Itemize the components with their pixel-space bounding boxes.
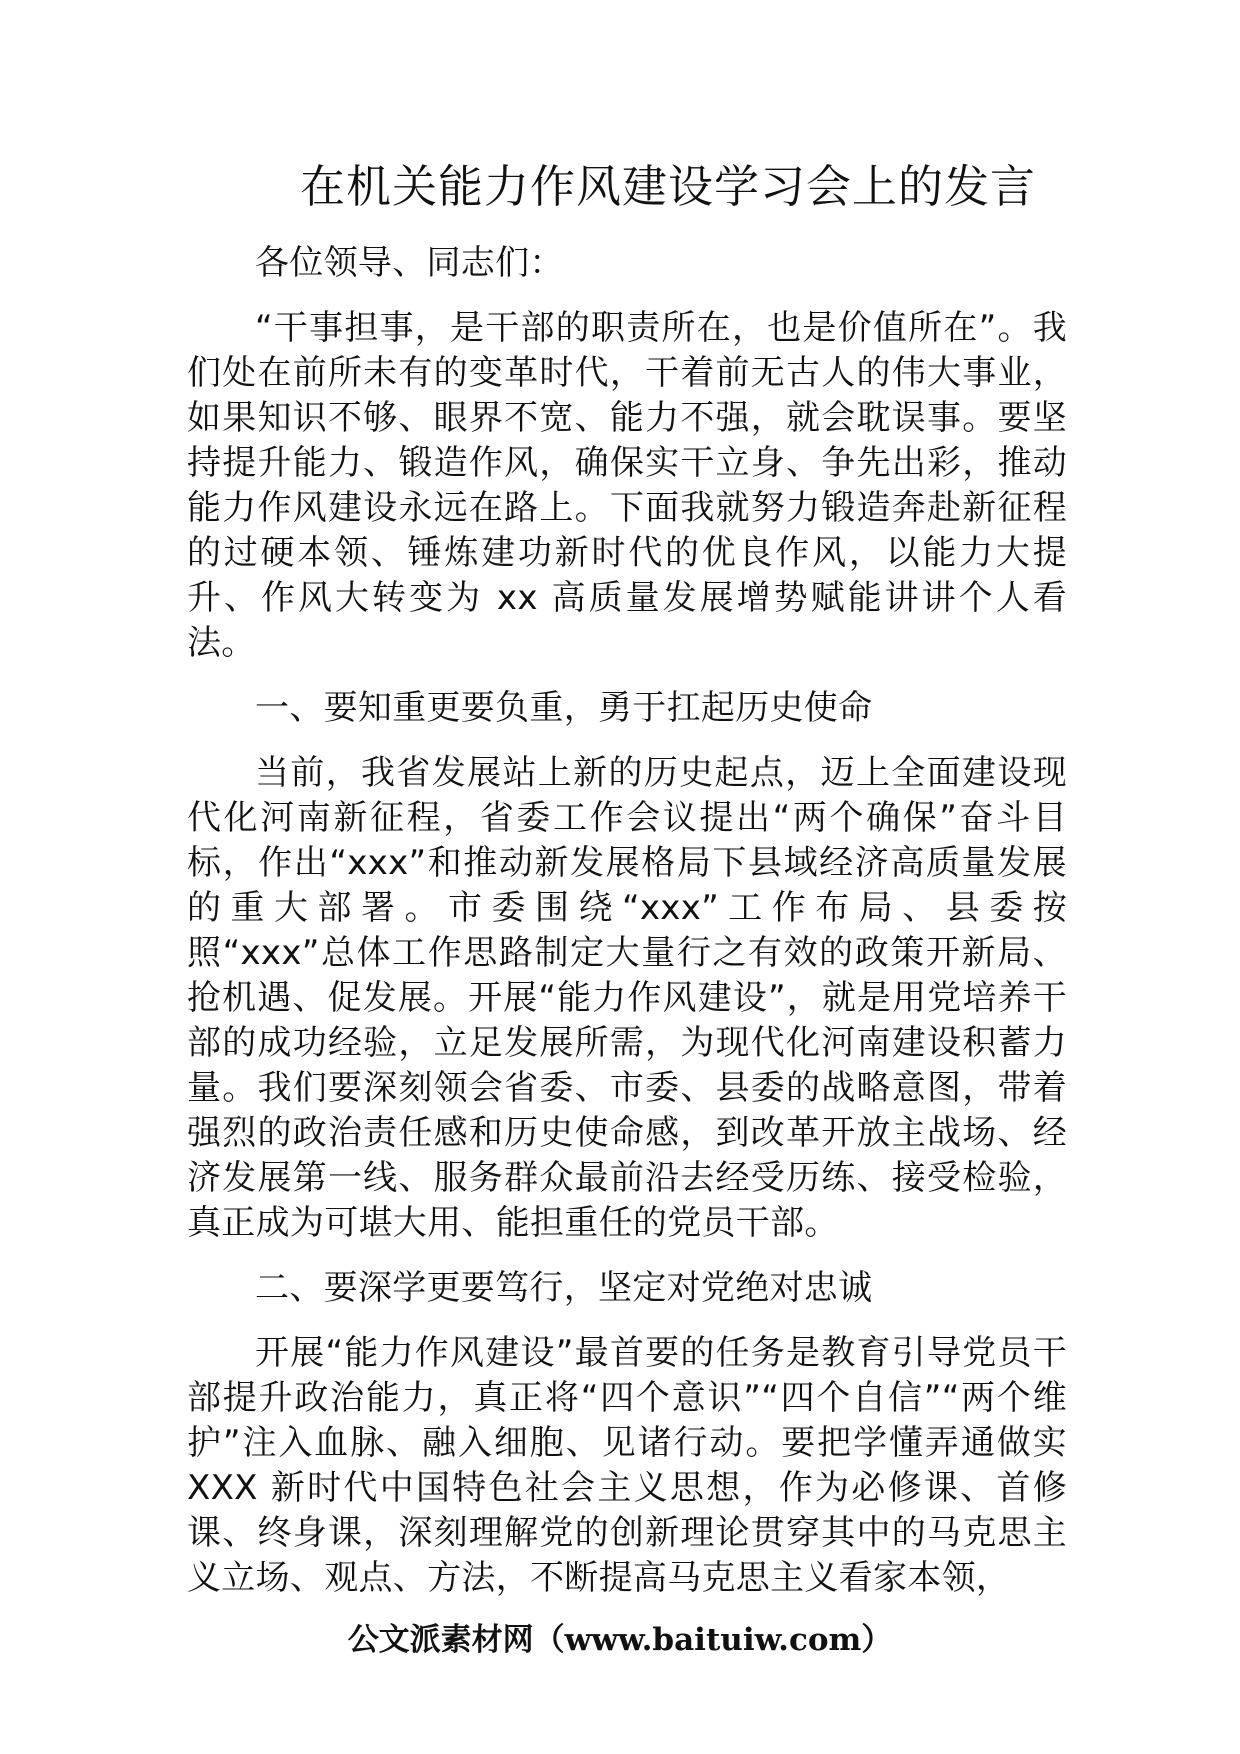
section-heading-1: 一、要知重更要负重，勇于扛起历史使命 xyxy=(255,688,873,728)
paragraph-section-1: 当前，我省发展站上新的历史起点，迈上全面建设现代化河南新征程，省委工作会议提出“两个确保”奋斗目标，作出“xxx”和推动新发展格局下县域经济高质量发展的重大部署。市委围绕“xxx”工作布局、县委按照“xxx”总体工作思路制定大量行之有效的政策开新局、抢机遇、促发展。开展“能力作风建设”，就是用党培养干部的成功经验，立足发展所需，为现代化河南建设积蓄力量。我们要深刻领会省委、市委、县委的战略意图，带着强烈的政治责任感和历史使命感，到改革开放主战场、经济发展第一线、服务群众最前沿去经受历练、接受检验，真正成为可堪大用、能担重任的党员干部。 xyxy=(187,753,1067,1243)
section-heading-2: 二、要深学更要笃行，坚定对党绝对忠诚 xyxy=(255,1268,873,1308)
footer-watermark: 公文派素材网（www.baituiw.com） xyxy=(347,1622,893,1658)
document-title: 在机关能力作风建设学习会上的发言 xyxy=(300,160,1037,213)
greeting: 各位领导、同志们： xyxy=(255,243,564,283)
paragraph-intro: “干事担事，是干部的职责所在，也是价值所在”。我们处在前所未有的变革时代，干着前无古人的伟大事业，如果知识不够、眼界不宽、能力不强，就会耽误事。要坚持提升能力、锻造作风，确保实干立身、争先出彩，推动能力作风建设永远在路上。下面我就努力锻造奔赴新征程的过硬本领、锤炼建功新时代的优良作风，以能力大提升、作风大转变为 xx 高质量发展增势赋能讲讲个人看法。 xyxy=(187,308,1067,663)
paragraph-section-2: 开展“能力作风建设”最首要的任务是教育引导党员干部提升政治能力，真正将“四个意识”“四个自信”“两个维护”注入血脉、融入细胞、见诸行动。要把学懂弄通做实 XXX 新时代中国特色社会主义思想，作为必修课、首修课、终身课，深刻理解党的创新理论贯穿其中的马克思主义立场、观点、方法，不断提高马克思主义看家本领， xyxy=(187,1333,1067,1598)
document-body xyxy=(187,241,1067,1621)
